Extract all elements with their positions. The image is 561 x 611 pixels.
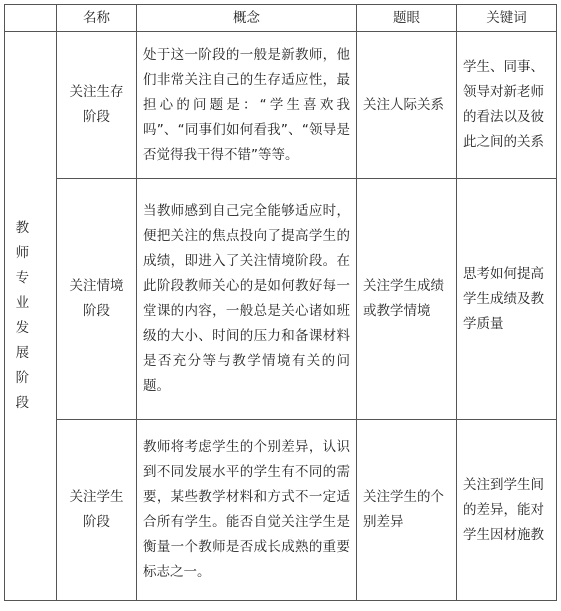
stage-name: 关注学生阶段 [57,420,137,601]
stage-group-label: 教师专业发展阶段 [15,220,35,411]
stage-keywords: 学生、同事、领导对新老师的看法以及彼此之间的关系 [457,32,557,179]
header-name: 名称 [57,5,137,32]
header-keypoint: 题眼 [357,5,457,32]
stage-keypoint: 关注学生成绩或教学情境 [357,179,457,420]
header-concept: 概念 [137,5,357,32]
stage-keypoint: 关注人际关系 [357,32,457,179]
table-row [5,32,557,179]
stage-concept: 处于这一阶段的一般是新教师，他们非常关注自己的生存适应性，最担心的问题是：“学生喜欢我吗”、“同事们如何看我”、“领导是否觉得我干得不错”等等。 [137,32,357,179]
stage-name: 关注情境阶段 [57,179,137,420]
stage-concept: 当教师感到自己完全能够适应时，便把关注的焦点投向了提高学生的成绩，即进入了关注情境阶段。在此阶段教师关心的是如何教好每一堂课的内容，一般总是关心诸如班级的大小、时间的压力和备课材料是否充分等与教学情境有关的问题。 [137,179,357,420]
stage-group-cell [5,32,57,601]
table-row [5,179,557,420]
stage-keywords: 思考如何提高学生成绩及教学质量 [457,179,557,420]
stage-name: 关注生存阶段 [57,32,137,179]
header-row [5,5,557,32]
header-keywords: 关键词 [457,5,557,32]
stage-concept: 教师将考虑学生的个别差异，认识到不同发展水平的学生有不同的需要，某些教学材料和方式不一定适合所有学生。能否自觉关注学生是衡量一个教师是否成长成熟的重要标志之一。 [137,420,357,601]
stage-keywords: 关注到学生间的差异，能对学生因材施教 [457,420,557,601]
stage-keypoint: 关注学生的个别差异 [357,420,457,601]
table-row [5,420,557,601]
teacher-development-table [4,4,557,601]
header-blank [5,5,57,32]
